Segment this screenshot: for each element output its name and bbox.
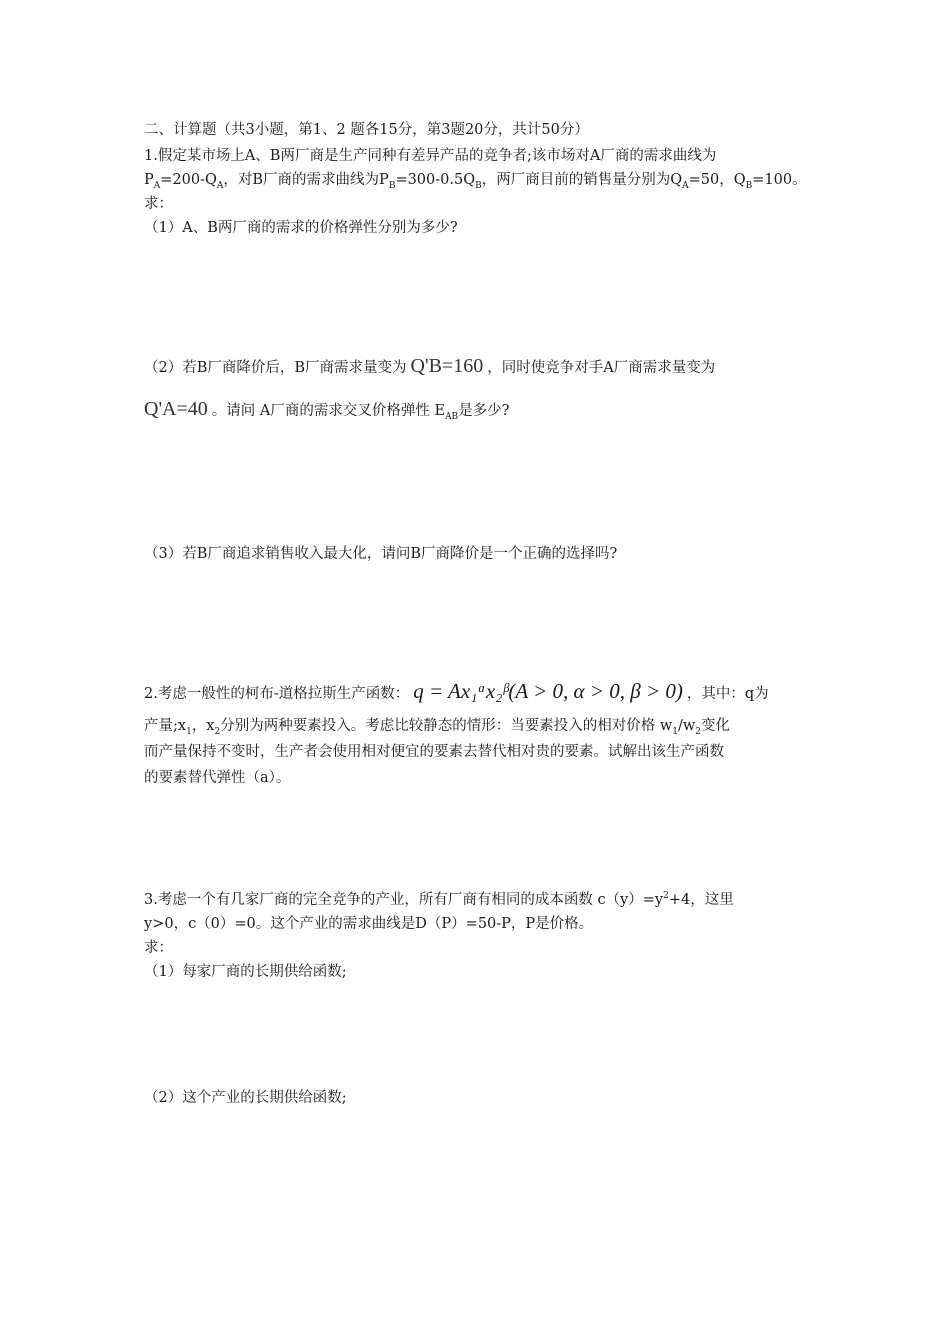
q2-line4: 的要素替代弹性（a）。 [144, 770, 291, 786]
q1-sub3: （3）若B厂商追求销售收入最大化，请问B厂商降价是一个正确的选择吗? [144, 546, 618, 562]
q1-ask: 求： [144, 196, 173, 212]
q1-sub2-line2: Q'A=40 。请问 A厂商的需求交叉价格弹性 $E_{AB}$是多少? [144, 398, 510, 422]
q1-line1: 1.假定某市场上A、B两厂商是生产同种有差异产品的竞争者;该市场对A厂商的需求曲线为 [144, 148, 717, 164]
q3-sub2: （2）这个产业的长期供给函数; [144, 1090, 347, 1106]
q2-line2: 产量$;x_1$，$x_2$分别为两种要素投入。考虑比较静态的情形：当要素投入的相对价格 $w_1/w_2$变化 [144, 718, 731, 737]
section-title: 二、计算题（共3小题，第1、2 题各15分，第3题20分，共计50分） [144, 122, 589, 138]
q2-line1: 2.考虑一般性的柯布-道格拉斯生产函数： q = Ax₁ᵅx₂ᵝ(A > 0, α > 0, β > 0) ，其中：q为 [144, 679, 769, 703]
q1-sub1: （1）A、B两厂商的需求的价格弹性分别为多少? [144, 220, 458, 236]
qb-new-formula: Q'B=160 [410, 355, 484, 377]
q3-sub1: （1）每家厂商的长期供给函数; [144, 964, 347, 980]
q3-line1: 3.考虑一个有几家厂商的完全竞争的产业，所有厂商有相同的成本函数 $c(y)=y^2+4$，这里 [144, 891, 734, 908]
q1-sub2-line1: （2）若B厂商降价后，B厂商需求量变为 Q'B=160 ，同时使竞争对手A厂商需求量变为 [144, 355, 716, 377]
q3-line2: y>0，c（0）=0。这个产业的需求曲线是D（P）=50-P，P是价格。 [144, 916, 594, 932]
q2-line3: 而产量保持不变时，生产者会使用相对便宜的要素去替代相对贵的要素。试解出该生产函数 [144, 744, 724, 760]
q1-line2: $P_A=200-Q_A$，对B厂商的需求曲线为$P_B=300-0.5Q_B$，两厂商目前的销售量分别为$Q_A=50$，$Q_B=100$。 [144, 172, 807, 191]
qa-new-formula: Q'A=40 [144, 398, 208, 420]
q3-ask: 求： [144, 940, 173, 956]
cobb-douglas-formula: q = Ax₁ᵅx₂ᵝ(A > 0, α > 0, β > 0) [413, 679, 683, 703]
